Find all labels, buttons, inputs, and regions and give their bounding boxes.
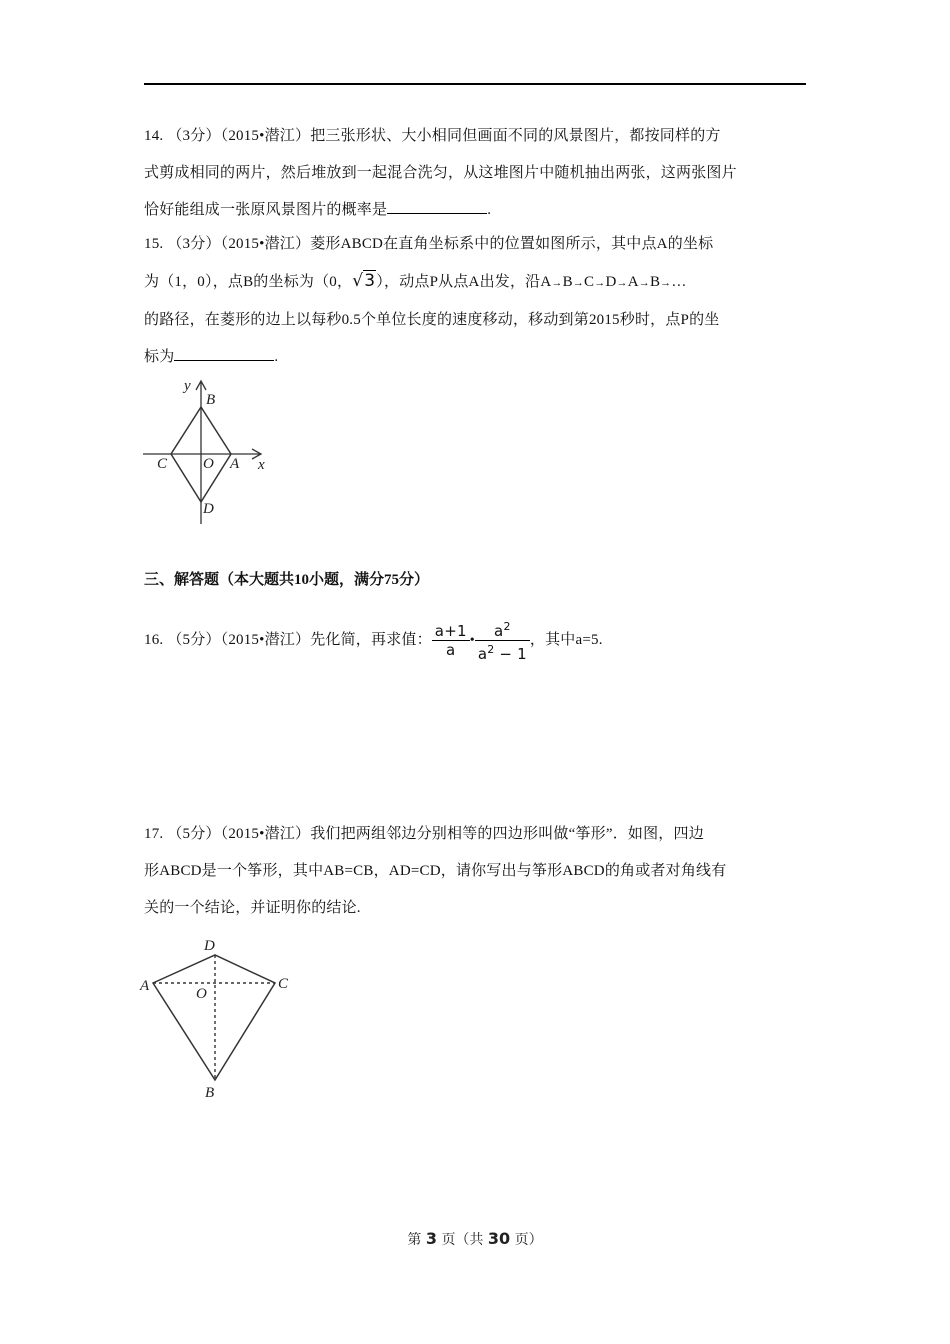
answer-blank[interactable] [174, 346, 274, 361]
question-15 [144, 226, 808, 376]
q14-score: （3分） [167, 128, 221, 144]
path-arrow: → [572, 277, 585, 289]
point-o-label: O [196, 986, 207, 1002]
current-page-number: 3 [425, 1229, 437, 1248]
q14-line-3 [144, 192, 808, 229]
point-b-label: B [205, 1085, 215, 1101]
point-c-label: C [157, 456, 168, 472]
q17-line-3: 关的一个结论，并证明你的结论. [144, 900, 361, 916]
total-page-count: 30 [487, 1229, 511, 1248]
q17-source: （2015•潜江） [220, 826, 311, 842]
q17-score: （5分） [167, 826, 221, 842]
denominator-base: a [477, 645, 488, 664]
question-16 [144, 616, 808, 665]
point-d-label: D [203, 501, 214, 517]
q15-line-4 [144, 339, 808, 376]
q14-number: 14. [144, 128, 164, 144]
footer-middle: 页（共 [441, 1232, 484, 1248]
fraction-2 [475, 618, 530, 663]
path-point: B [649, 274, 661, 290]
denominator-rest: − 1 [494, 645, 527, 664]
q17-number: 17. [144, 826, 164, 842]
path-point: C [584, 274, 595, 290]
q15-score: （3分） [167, 236, 221, 252]
kite-figure [138, 932, 308, 1104]
point-b-label: B [206, 392, 216, 408]
path-ellipsis: … [671, 274, 687, 290]
path-arrow: → [660, 277, 672, 289]
fraction-2-numerator [475, 618, 530, 641]
sqrt-expression [352, 270, 376, 291]
fraction-1-numerator: a+1 [432, 622, 470, 641]
answer-blank[interactable] [387, 199, 487, 214]
q15-text-1: 菱形ABCD在直角坐标系中的位置如图所示，其中点A的坐标 [310, 236, 714, 252]
q15-source: （2015•潜江） [220, 236, 311, 252]
q15-text-4: 标为 [144, 349, 175, 365]
section-heading: 三、解答题（本大题共10小题，满分75分） [144, 572, 430, 588]
q15-end: . [274, 349, 279, 365]
point-c-label: C [278, 976, 289, 992]
q14-end: . [487, 202, 492, 218]
q15-line-1 [144, 226, 808, 263]
numerator-exponent: 2 [503, 620, 511, 634]
q17-line-2: 形ABCD是一个筝形，其中AB=CB，AD=CD，请你写出与筝形ABCD的角或者对角线有 [144, 863, 727, 879]
question-14 [144, 118, 808, 229]
path-arrow: → [616, 277, 628, 289]
multiply-dot: • [469, 632, 475, 648]
path-arrow: → [551, 277, 563, 289]
q17-line-1 [144, 816, 808, 853]
point-a-label: A [230, 456, 240, 472]
point-d-label: D [204, 938, 215, 954]
numerator-base: a [494, 622, 504, 641]
point-o-label: O [203, 456, 214, 472]
q15-line-3: 的路径，在菱形的边上以每秒0.5个单位长度的速度移动，移动到第2015秒时，点P的坐 [144, 312, 720, 328]
y-axis-label: y [184, 378, 191, 394]
q17-text-1: 我们把两组邻边分别相等的四边形叫做“筝形”．如图，四边 [310, 826, 704, 842]
path-point: A [627, 274, 639, 290]
q15-path [551, 274, 686, 290]
fraction-2-denominator [475, 641, 530, 663]
q14-text-1: 把三张形状、大小相同但画面不同的风景图片，都按同样的方 [310, 128, 721, 144]
footer-prefix: 第 [407, 1232, 422, 1248]
q16-number: 16. [144, 632, 164, 648]
kite-abcd [153, 955, 275, 1080]
q16-tail: ，其中a=5. [529, 632, 603, 648]
fraction-1 [432, 622, 470, 659]
q16-score: （5分） [167, 632, 221, 648]
q16-source: （2015•潜江） [220, 632, 311, 648]
q15-text-2a: 为（1，0），点B的坐标为（0， [144, 274, 353, 290]
q14-text-3: 恰好能组成一张原风景图片的概率是 [144, 202, 388, 218]
question-17 [144, 816, 808, 927]
q15-line-2 [144, 263, 808, 302]
point-a-label: A [140, 978, 150, 994]
path-arrow: → [594, 277, 606, 289]
path-point: B [562, 274, 573, 290]
header-rule [144, 83, 806, 85]
x-axis-label: x [258, 457, 265, 473]
path-arrow: → [638, 277, 650, 289]
rhombus-figure [140, 372, 280, 528]
q14-source: （2015•潜江） [220, 128, 311, 144]
denominator-exponent: 2 [487, 643, 495, 657]
q14-line-1 [144, 118, 808, 155]
q15-text-2b: ），动点P从点A出发，沿A [376, 274, 552, 290]
footer-suffix: 页） [514, 1232, 543, 1248]
page-footer [0, 1229, 950, 1249]
q14-line-2: 式剪成相同的两片，然后堆放到一起混合洗匀，从这堆图片中随机抽出两张，这两张图片 [144, 165, 737, 181]
sqrt-symbol: √ [352, 271, 364, 291]
q15-number: 15. [144, 236, 164, 252]
sqrt-value: 3 [364, 271, 376, 291]
fraction-1-denominator: a [446, 641, 456, 660]
q16-text: 先化简，再求值： [310, 632, 432, 648]
path-point: D [605, 274, 617, 290]
